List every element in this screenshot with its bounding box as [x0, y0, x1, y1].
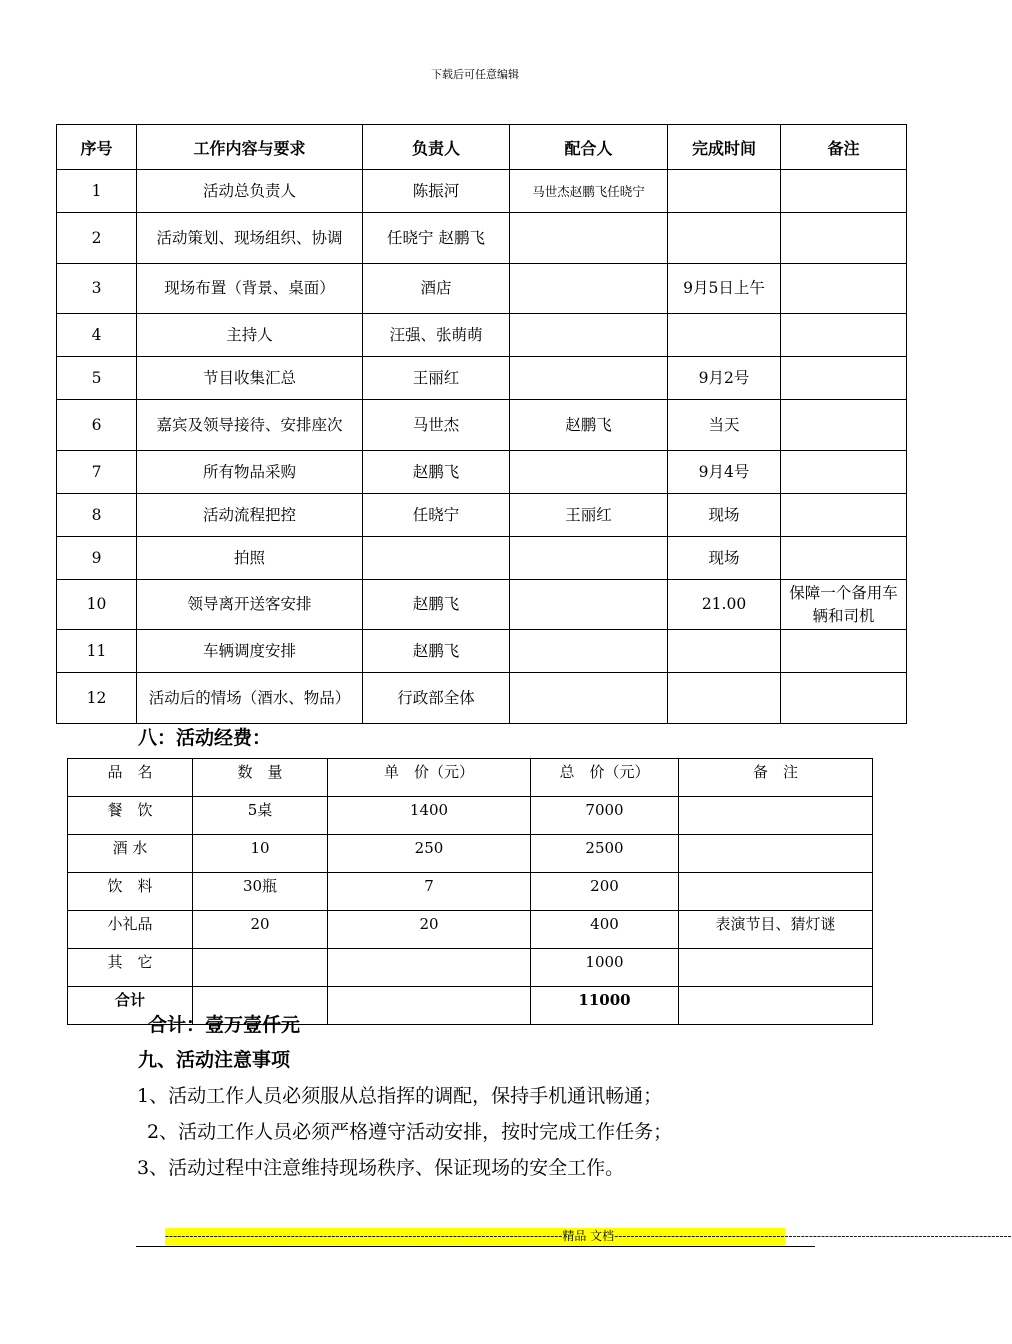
task-cell: [668, 213, 781, 264]
task-cell: [668, 170, 781, 213]
task-cell: 9月4号: [668, 451, 781, 494]
header-remark: 备注: [781, 125, 907, 170]
task-cell: 车辆调度安排: [137, 630, 363, 673]
task-cell: 9月2号: [668, 357, 781, 400]
task-cell: 赵鹏飞: [363, 580, 510, 630]
task-cell: 王丽红: [363, 357, 510, 400]
footer-dashes-right: --------------------------------------------------------------------------------------------------: [614, 1229, 1012, 1243]
task-cell: 3: [57, 264, 137, 314]
task-cell: 11: [57, 630, 137, 673]
cost-header-unit-price: 单 价（元）: [328, 759, 531, 797]
cost-row: [68, 911, 873, 949]
task-cell: 活动后的情场（酒水、物品）: [137, 673, 363, 724]
cost-cell: 5桌: [193, 797, 328, 835]
cost-header-quantity: 数 量: [193, 759, 328, 797]
cost-table: [67, 758, 873, 1025]
task-cell: [781, 494, 907, 537]
cost-cell: 饮 料: [68, 873, 193, 911]
task-cell: [510, 314, 668, 357]
cost-cell: 1000: [531, 949, 679, 987]
cost-cell: 250: [328, 835, 531, 873]
cost-cell: 1400: [328, 797, 531, 835]
cost-cell: 酒 水: [68, 835, 193, 873]
task-row: [57, 170, 907, 213]
task-cell: [510, 213, 668, 264]
header-content: 工作内容与要求: [137, 125, 363, 170]
task-cell: 12: [57, 673, 137, 724]
task-cell: 9: [57, 537, 137, 580]
task-cell: 保障一个备用车辆和司机: [781, 580, 907, 630]
footer-banner: [165, 1228, 1012, 1245]
task-cell: [781, 451, 907, 494]
cost-cell: 200: [531, 873, 679, 911]
cost-cell: [679, 949, 873, 987]
task-cell: 主持人: [137, 314, 363, 357]
cost-row: [68, 797, 873, 835]
task-cell: 活动策划、现场组织、协调: [137, 213, 363, 264]
task-row: [57, 451, 907, 494]
task-cell: [781, 537, 907, 580]
cost-total-words: 合计：壹万壹仟元: [148, 1014, 301, 1036]
task-cell: 当天: [668, 400, 781, 451]
task-row: [57, 537, 907, 580]
task-cell: [510, 673, 668, 724]
cost-total-value: 11000: [531, 987, 679, 1025]
note-item: 1、活动工作人员必须服从总指挥的调配，保持手机通讯畅通；: [137, 1085, 663, 1107]
task-cell: [510, 357, 668, 400]
task-cell: 嘉宾及领导接待、安排座次: [137, 400, 363, 451]
task-row: [57, 213, 907, 264]
cost-cell: 表演节目、猜灯谜: [679, 911, 873, 949]
cell: [679, 987, 873, 1025]
cost-cell: 10: [193, 835, 328, 873]
task-cell: 拍照: [137, 537, 363, 580]
header-note: 下载后可任意编辑: [431, 68, 519, 81]
task-cell: 酒店: [363, 264, 510, 314]
cost-cell: 小礼品: [68, 911, 193, 949]
cost-cell: 其 它: [68, 949, 193, 987]
task-cell: 节目收集汇总: [137, 357, 363, 400]
notes-section-title: 九、活动注意事项: [138, 1049, 291, 1071]
task-cell: 现场: [668, 537, 781, 580]
task-cell: [510, 630, 668, 673]
task-cell: 任晓宁 赵鹏飞: [363, 213, 510, 264]
task-cell: 马世杰: [363, 400, 510, 451]
cost-cell: [193, 949, 328, 987]
cost-header-remark: 备 注: [679, 759, 873, 797]
task-cell: 赵鹏飞: [363, 630, 510, 673]
cost-total-label: 合计: [68, 987, 193, 1025]
task-cell: 4: [57, 314, 137, 357]
task-cell: [510, 264, 668, 314]
task-cell: [781, 400, 907, 451]
task-row: [57, 494, 907, 537]
task-cell: [781, 264, 907, 314]
task-cell: 9月5日上午: [668, 264, 781, 314]
task-cell: [781, 673, 907, 724]
cell: [328, 987, 531, 1025]
task-cell: [668, 314, 781, 357]
task-cell: 活动流程把控: [137, 494, 363, 537]
task-cell: [510, 451, 668, 494]
task-cell: 10: [57, 580, 137, 630]
task-cell: 5: [57, 357, 137, 400]
cost-cell: 20: [193, 911, 328, 949]
task-cell: 2: [57, 213, 137, 264]
task-cell: [510, 580, 668, 630]
task-cell: [781, 630, 907, 673]
task-cell: 现场: [668, 494, 781, 537]
task-row: [57, 673, 907, 724]
task-cell: 赵鹏飞: [363, 451, 510, 494]
task-cell: [781, 357, 907, 400]
task-row: [57, 314, 907, 357]
task-cell: 王丽红: [510, 494, 668, 537]
task-cell: 领导离开送客安排: [137, 580, 363, 630]
task-cell: 1: [57, 170, 137, 213]
task-row: [57, 630, 907, 673]
cost-cell: 30瓶: [193, 873, 328, 911]
note-item: 2、活动工作人员必须严格遵守活动安排，按时完成工作任务；: [147, 1121, 673, 1143]
task-cell: [668, 630, 781, 673]
cost-header-item: 品 名: [68, 759, 193, 797]
cost-cell: [328, 949, 531, 987]
cost-cell: [679, 873, 873, 911]
task-cell: [781, 213, 907, 264]
task-cell: [668, 673, 781, 724]
note-item: 3、活动过程中注意维持现场秩序、保证现场的安全工作。: [137, 1157, 625, 1179]
cost-cell: 7: [328, 873, 531, 911]
task-cell: 6: [57, 400, 137, 451]
task-table: [56, 124, 907, 724]
header-deadline: 完成时间: [668, 125, 781, 170]
cost-cell: [679, 797, 873, 835]
cost-cell: 20: [328, 911, 531, 949]
cost-row: [68, 949, 873, 987]
task-cell: 马世杰赵鹏飞任晓宁: [510, 170, 668, 213]
task-cell: 汪强、张萌萌: [363, 314, 510, 357]
task-cell: 8: [57, 494, 137, 537]
cost-table-header-row: [68, 759, 873, 797]
footer-rule: [136, 1246, 815, 1247]
cost-header-total-price: 总 价（元）: [531, 759, 679, 797]
task-cell: 活动总负责人: [137, 170, 363, 213]
cost-cell: 400: [531, 911, 679, 949]
task-cell: 21.00: [668, 580, 781, 630]
task-cell: 赵鹏飞: [510, 400, 668, 451]
task-cell: 所有物品采购: [137, 451, 363, 494]
task-cell: 7: [57, 451, 137, 494]
task-cell: 陈振河: [363, 170, 510, 213]
task-cell: 行政部全体: [363, 673, 510, 724]
task-cell: [510, 537, 668, 580]
footer-dashes-left: --------------------------------------------------------------------------------------------------: [165, 1229, 563, 1243]
task-cell: 现场布置（背景、桌面）: [137, 264, 363, 314]
task-cell: [781, 170, 907, 213]
task-cell: [781, 314, 907, 357]
task-table-header-row: [57, 125, 907, 170]
cost-row: [68, 873, 873, 911]
header-index: 序号: [57, 125, 137, 170]
header-owner: 负责人: [363, 125, 510, 170]
task-cell: 任晓宁: [363, 494, 510, 537]
task-row: [57, 580, 907, 630]
cost-cell: 餐 饮: [68, 797, 193, 835]
task-row: [57, 357, 907, 400]
cost-cell: [679, 835, 873, 873]
cost-cell: 2500: [531, 835, 679, 873]
cost-section-title: 八：活动经费：: [138, 727, 272, 749]
cost-row: [68, 835, 873, 873]
task-cell: [363, 537, 510, 580]
footer-text: 精品 文档: [562, 1229, 615, 1243]
task-row: [57, 400, 907, 451]
header-assistant: 配合人: [510, 125, 668, 170]
task-row: [57, 264, 907, 314]
cost-cell: 7000: [531, 797, 679, 835]
